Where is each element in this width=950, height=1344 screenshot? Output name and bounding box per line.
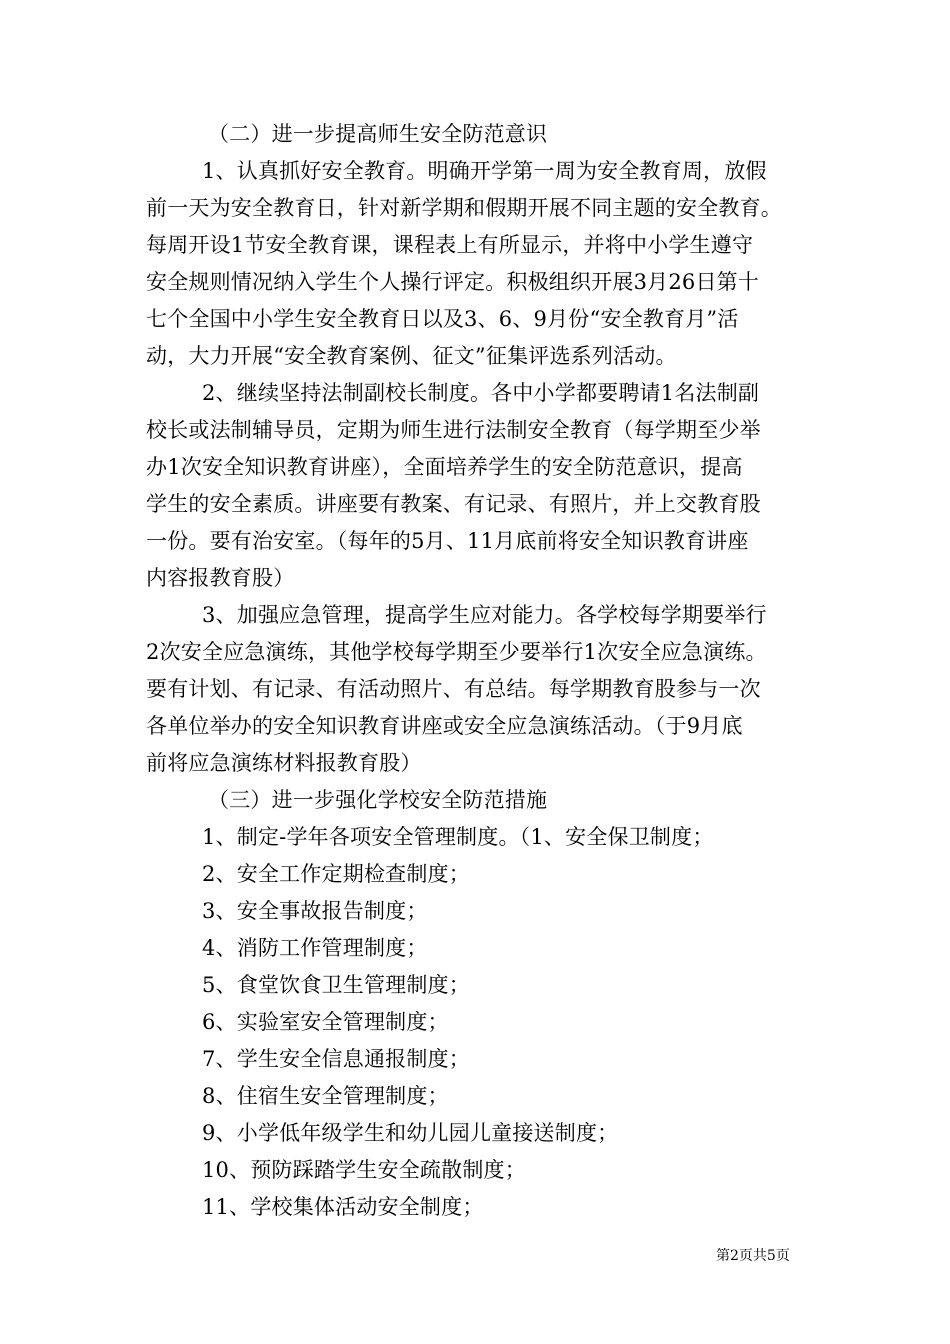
list-item: 5、食堂饮食卫生管理制度；	[202, 973, 470, 997]
paragraph-line: 学生的安全素质。讲座要有教案、有记录、有照片，并上交教育股	[146, 492, 761, 516]
list-item: 1、制定-学年各项安全管理制度。（1、安全保卫制度；	[202, 825, 714, 849]
paragraph-line: 安全规则情况纳入学生个人操行评定。积极组织开展3月26日第十	[146, 270, 760, 294]
list-item: 10、预防踩踏学生安全疏散制度；	[202, 1158, 526, 1182]
paragraph-line: 1、认真抓好安全教育。明确开学第一周为安全教育周，放假	[202, 159, 767, 183]
paragraph-line: 每周开设1节安全教育课，课程表上有所显示，并将中小学生遵守	[146, 233, 754, 257]
paragraph-line: 各单位举办的安全知识教育讲座或安全应急演练活动。（于9月底	[146, 714, 743, 738]
paragraph-line: 办1次安全知识教育讲座），全面培养学生的安全防范意识，提高	[146, 455, 743, 479]
document-body	[146, 116, 814, 1226]
paragraph-line: 一份。要有治安室。（每年的5月、11月底前将安全知识教育讲座	[146, 529, 749, 553]
paragraph-line: 前一天为安全教育日，针对新学期和假期开展不同主题的安全教育。	[146, 196, 782, 220]
paragraph-line: 内容报教育股）	[146, 566, 295, 590]
paragraph-line: 3、加强应急管理，提高学生应对能力。各学校每学期要举行	[202, 603, 767, 627]
list-item: 2、安全工作定期检查制度；	[202, 862, 470, 886]
section-heading: （三）进一步强化学校安全防范措施	[208, 788, 548, 812]
section-heading: （二）进一步提高师生安全防范意识	[208, 122, 548, 146]
list-item: 11、学校集体活动安全制度；	[202, 1195, 484, 1219]
paragraph-line: 七个全国中小学生安全教育日以及3、6、9月份“安全教育月”活	[146, 307, 739, 331]
list-item: 6、实验室安全管理制度；	[202, 1010, 449, 1034]
paragraph-line: 2次安全应急演练，其他学校每学期至少要举行1次安全应急演练。	[146, 640, 767, 664]
list-item: 9、小学低年级学生和幼儿园儿童接送制度；	[202, 1121, 619, 1145]
paragraph-line: 校长或法制辅导员，定期为师生进行法制安全教育（每学期至少举	[146, 418, 761, 442]
list-item: 4、消防工作管理制度；	[202, 936, 428, 960]
paragraph-line: 要有计划、有记录、有活动照片、有总结。每学期教育股参与一次	[146, 677, 761, 701]
list-item: 3、安全事故报告制度；	[202, 899, 428, 923]
paragraph-line: 2、继续坚持法制副校长制度。各中小学都要聘请1名法制副	[202, 381, 760, 405]
list-item: 8、住宿生安全管理制度；	[202, 1084, 449, 1108]
paragraph-line: 前将应急演练材料报教育股）	[146, 751, 422, 775]
list-item: 7、学生安全信息通报制度；	[202, 1047, 470, 1071]
paragraph-line: 动，大力开展“安全教育案例、征文”征集评选系列活动。	[146, 344, 677, 368]
page-number: 第2页共5页	[716, 1248, 790, 1264]
